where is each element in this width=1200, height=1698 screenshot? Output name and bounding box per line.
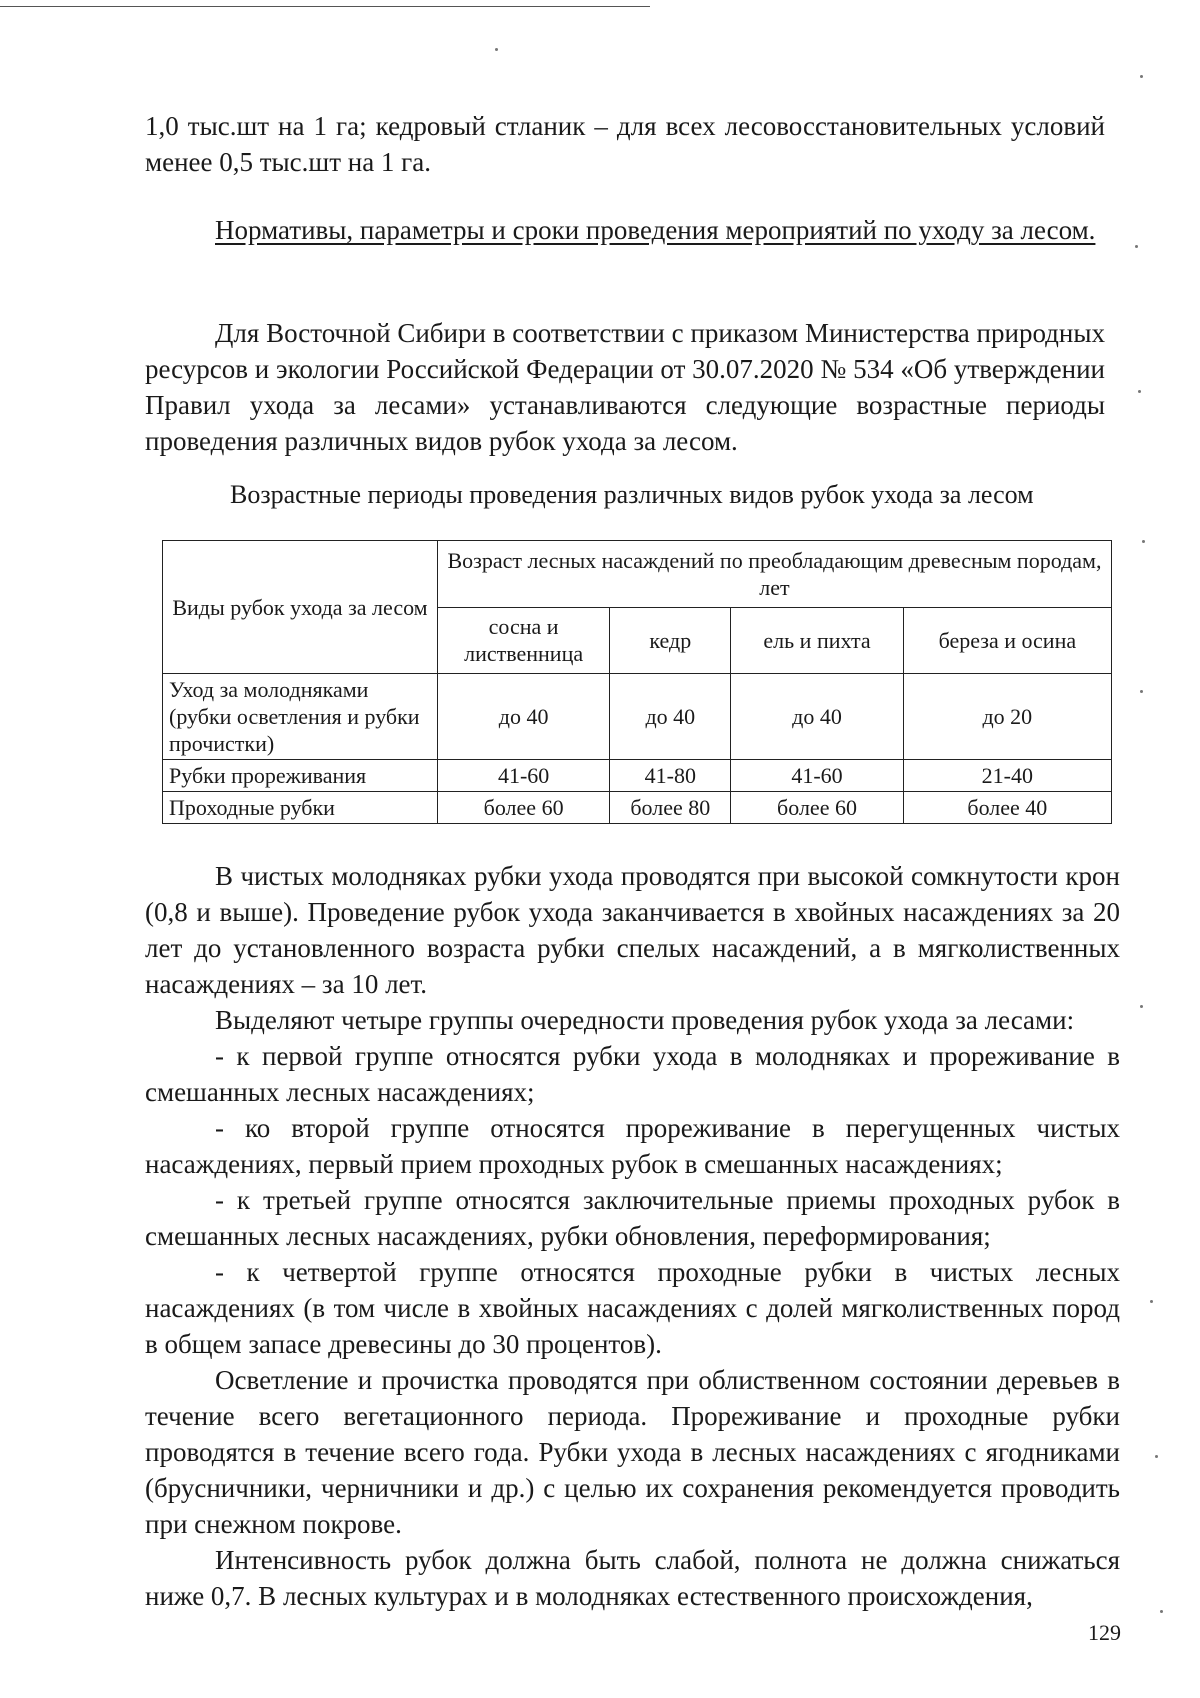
column-header: береза и осина: [903, 607, 1111, 674]
column-header: кедр: [610, 607, 731, 674]
speck: [1140, 75, 1143, 78]
scan-top-rule: [0, 6, 650, 7]
table-cell: 41-80: [610, 760, 731, 792]
body-paragraph: Осветление и прочистка проводятся при облиственном состоянии деревьев в течение всего вегетационного периода. Прореживание и проходные рубки проводятся в течение всего года. Рубки ухода в лесных насаждениях с ягодниками (брусничники, черничники и др.) с целью их сохранения рекомендуется проводить при снежном покрове.: [145, 1365, 1120, 1539]
table-row: [163, 674, 1112, 760]
table-header-row: [163, 541, 1112, 608]
table-cell: до 40: [731, 674, 903, 760]
table-cell: более 40: [903, 792, 1111, 824]
table-cell: до 40: [437, 674, 609, 760]
intro-paragraph: Для Восточной Сибири в соответствии с приказом Министерства природных ресурсов и экологии Российской Федерации от 30.07.2020 № 534 «Об утверждении Правил ухода за лесами» устанавливаются следующие возрастные периоды проведения различных видов рубок ухода за лесом.: [145, 318, 1105, 456]
table-caption: Возрастные периоды проведения различных видов рубок ухода за лесом: [230, 480, 1034, 509]
speck: [1138, 390, 1141, 393]
top-paragraph: 1,0 тыс.шт на 1 га; кедровый стланик – для всех лесовосстановительных условий менее 0,5 тыс.шт на 1 га.: [145, 111, 1105, 177]
speck: [1142, 540, 1145, 543]
column-header: ель и пихта: [731, 607, 903, 674]
row-header-cell: Виды рубок ухода за лесом: [163, 541, 438, 674]
table-cell: до 20: [903, 674, 1111, 760]
section-heading: [145, 212, 1105, 248]
age-periods-table: [162, 540, 1112, 824]
speck: [1155, 1455, 1158, 1458]
table-cell: 41-60: [731, 760, 903, 792]
body-paragraph: Выделяют четыре группы очередности проведения рубок ухода за лесами:: [215, 1005, 1075, 1035]
group-header-cell: Возраст лесных насаждений по преобладающим древесным породам, лет: [437, 541, 1111, 608]
list-item: - к первой группе относятся рубки ухода в молодняках и прореживание в смешанных лесных насаждениях;: [145, 1041, 1120, 1107]
section-heading-text: Нормативы, параметры и сроки проведения мероприятий по уходу за лесом.: [215, 215, 1096, 245]
table-cell: до 40: [610, 674, 731, 760]
table-cell: более 80: [610, 792, 731, 824]
speck: [1135, 245, 1138, 248]
column-header: сосна и лиственница: [437, 607, 609, 674]
body-text: [145, 858, 1120, 1614]
table-cell: более 60: [731, 792, 903, 824]
page-number: 129: [1088, 1620, 1121, 1645]
list-item: - ко второй группе относятся прореживание в перегущенных чистых насаждениях, первый прием проходных рубок в смешанных насаждениях;: [145, 1113, 1120, 1179]
table-cell: более 60: [437, 792, 609, 824]
table-row: [163, 760, 1112, 792]
speck: [1150, 1300, 1153, 1303]
row-label: Уход за молодняками (рубки осветления и рубки прочистки): [163, 674, 438, 760]
speck: [1140, 690, 1143, 693]
table-cell: 41-60: [437, 760, 609, 792]
speck: [495, 48, 498, 51]
speck: [1160, 1610, 1163, 1613]
row-label: Рубки прореживания: [163, 760, 438, 792]
table-row: [163, 792, 1112, 824]
row-label: Проходные рубки: [163, 792, 438, 824]
body-paragraph: В чистых молодняках рубки ухода проводятся при высокой сомкнутости крон (0,8 и выше). Проведение рубок ухода заканчивается в хвойных насаждениях за 20 лет до установленного возраста рубки спелых насаждений, а в мягколиственных насаждениях – за 10 лет.: [145, 861, 1120, 999]
body-paragraph: Интенсивность рубок должна быть слабой, полнота не должна снижаться ниже 0,7. В лесных культурах и в молодняках естественного происхождения,: [145, 1545, 1120, 1611]
list-item: - к третьей группе относятся заключительные приемы проходных рубок в смешанных лесных насаждениях, рубки обновления, переформирования;: [145, 1185, 1120, 1251]
table-cell: 21-40: [903, 760, 1111, 792]
list-item: - к четвертой группе относятся проходные рубки в чистых лесных насаждениях (в том числе в хвойных насаждениях с долей мягколиственных пород в общем запасе древесины до 30 процентов).: [145, 1257, 1120, 1359]
speck: [1140, 1005, 1143, 1008]
